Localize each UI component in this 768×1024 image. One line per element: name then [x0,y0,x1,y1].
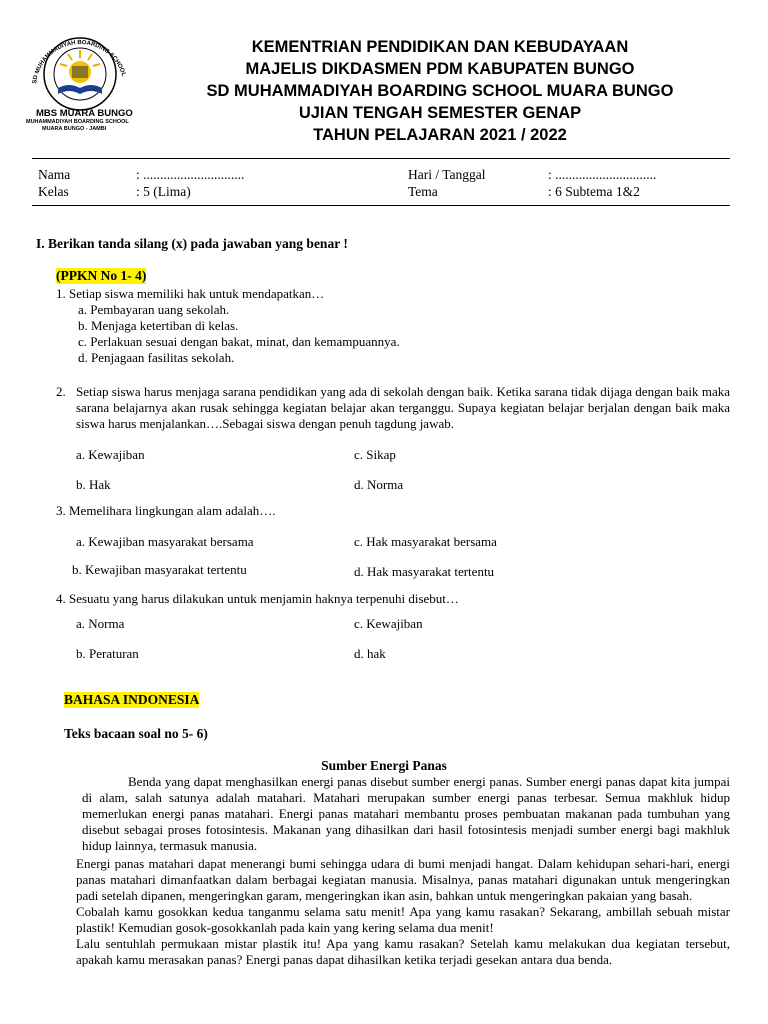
story-paragraph-1: Benda yang dapat menghasilkan energi panas disebut sumber energi panas. Sumber energi panas dapat kita jumpai di alam, salah satunya adalah matahari. Matahari merupakan sumber energi panas terbesar. Semua makhluk hidup memerlukan energi panas matahari. Energi panas matahari membantu proses pembuatan makanan pada tumbuhan yang disebut sebagai proses fotosintesis. Makanan yang dihasilkan dari hasil fotosintesis menjadi sumber energi bagi makhluk hidup lainnya, termasuk manusia. [82,774,730,853]
document-header [150,36,730,146]
question-3: 3. Memelihara lingkungan alam adalah…. [56,503,276,518]
q3-option-b: b. Kewajiban masyarakat tertentu [72,562,247,577]
kelas-value: : 5 (Lima) [136,184,191,199]
story-body [82,774,730,854]
ppkn-label: (PPKN No 1- 4) [56,268,147,283]
story-body-continued [76,856,730,968]
q2-option-c: c. Sikap [354,447,396,462]
question-1: 1. Setiap siswa memiliki hak untuk mendapatkan… [56,286,325,301]
question-4: 4. Sesuatu yang harus dilakukan untuk menjamin haknya terpenuhi disebut… [56,591,459,606]
logo-arc-text: SD MUHAMMADIYAH BOARDING SCHOOL [32,39,127,85]
q1-option-c: c. Perlakuan sesuai dengan bakat, minat, dan kemampuannya. [78,334,400,349]
q3-option-c: c. Hak masyarakat bersama [354,534,497,549]
header-divider [32,158,730,159]
q3-option-d: d. Hak masyarakat tertentu [354,564,495,579]
q4-option-b: b. Peraturan [76,646,139,661]
school-logo [14,26,146,134]
logo-subtitle-2: MUARA BUNGO - JAMBI [42,126,107,132]
story-title: Sumber Energi Panas [321,758,447,773]
hari-label: Hari / Tanggal [408,167,486,182]
logo-subtitle-1: MUHAMMADIYAH BOARDING SCHOOL [26,119,129,125]
header-exam: UJIAN TENGAH SEMESTER GENAP [298,104,582,122]
q3-option-a: a. Kewajiban masyarakat bersama [76,534,254,549]
reading-text-label: Teks bacaan soal no 5- 6) [64,726,208,741]
q4-option-c: c. Kewajiban [354,616,423,631]
hari-value: : .............................. [548,167,657,182]
story-paragraph-3: Cobalah kamu gosokkan kedua tanganmu selama satu menit! Apa yang kamu rasakan? Sekarang, ambillah sebuah mistar plastik! Kemudian gosok-gosokkanlah pada kain yang kering selama dua menit! [76,904,730,935]
header-year: TAHUN PELAJARAN 2021 / 2022 [313,126,567,144]
q2-option-b: b. Hak [76,477,111,492]
tema-label: Tema [408,184,438,199]
header-ministry: KEMENTRIAN PENDIDIKAN DAN KEBUDAYAAN [251,38,629,56]
header-council: MAJELIS DIKDASMEN PDM KABUPATEN BUNGO [245,60,635,78]
nama-label: Nama [38,167,71,182]
tema-value: : 6 Subtema 1&2 [548,184,640,199]
logo-name: MBS MUARA BUNGO [36,108,133,119]
bahasa-indonesia-label: BAHASA INDONESIA [64,692,200,707]
q4-option-a: a. Norma [76,616,125,631]
q4-option-d: d. hak [354,646,386,661]
story-paragraph-2: Energi panas matahari dapat menerangi bumi sehingga udara di bumi menjadi hangat. Dalam kehidupan sehari-hari, energi panas matahari dimanfaatkan dalam berbagai kegiatan manusia. Misalnya, panas matahari digunakan untuk mengeringkan padi setelah dipanen, mengeringkan garam, mengeringkan ikan asin, bahkan untuk mengeringkan pakaian yang basah. [76,856,730,903]
q1-option-b: b. Menjaga ketertiban di kelas. [78,318,239,333]
kelas-label: Kelas [38,184,69,199]
nama-value: : .............................. [136,167,245,182]
q2-option-a: a. Kewajiban [76,447,145,462]
question-2: Setiap siswa harus menjaga sarana pendidikan yang ada di sekolah dengan baik. Ketika sarana tidak dijaga dengan baik maka sarana belajarnya akan rusak sehingga kegiatan belajar akan terganggu. Supaya kegiatan belajar berjalan dengan baik maka siswa harus menjalankan….Sebagai siswa dengan penuh tagdung jawab. [76,384,730,431]
story-paragraph-4: Lalu sentuhlah permukaan mistar plastik itu! Apa yang kamu rasakan? Setelah kamu melakukan dua kegiatan tersebut, apakah kamu merasakan panas? Energi panas dapat dihasilkan ketika terjadi gesekan antara dua benda. [76,936,730,967]
q1-option-a: a. Pembayaran uang sekolah. [78,302,230,317]
question-2-number: 2. [56,384,66,399]
section-instruction: I. Berikan tanda silang (x) pada jawaban yang benar ! [36,236,348,251]
info-divider [32,205,730,206]
header-school: SD MUHAMMADIYAH BOARDING SCHOOL MUARA BUNGO [206,82,674,100]
q1-option-d: d. Penjagaan fasilitas sekolah. [78,350,235,365]
q2-option-d: d. Norma [354,477,404,492]
